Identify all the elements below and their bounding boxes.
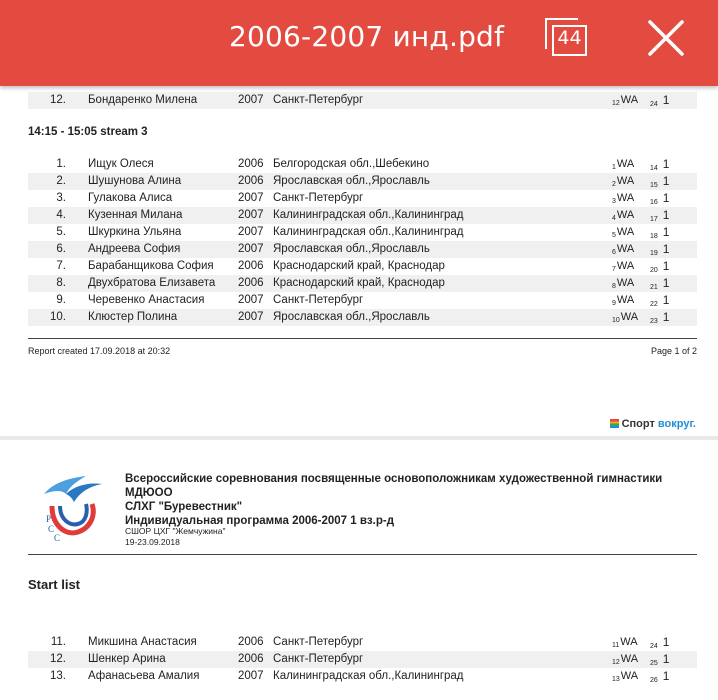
event-title: Всероссийские соревнования посвященные основоположникам художественной гимнастики МДЮОО — [125, 473, 663, 499]
pages-icon-edge — [545, 18, 578, 20]
wa-index: 9 — [612, 300, 616, 307]
birth-year: 2006 — [238, 260, 264, 272]
tail-cell — [650, 309, 669, 330]
tail-value: 1 — [662, 259, 670, 273]
tail-index: 15 — [650, 182, 658, 189]
row-number: 11. — [50, 636, 66, 648]
wa-label: WA — [616, 243, 635, 255]
athlete-name: Барабанщикова София — [88, 260, 214, 272]
wa-label: WA — [620, 311, 639, 323]
divider — [28, 554, 697, 555]
table-row — [28, 156, 697, 173]
brand-accent: вокруг. — [657, 418, 696, 430]
row-number: 13. — [50, 670, 66, 682]
birth-year: 2007 — [238, 209, 264, 221]
wa-label: WA — [616, 158, 635, 170]
wa-label: WA — [616, 175, 635, 187]
wa-index: 1 — [612, 164, 616, 171]
table-row — [28, 651, 697, 668]
table-row — [28, 258, 697, 275]
wa-label: WA — [616, 192, 635, 204]
tail-value: 1 — [662, 310, 670, 324]
birth-year: 2006 — [238, 158, 264, 170]
wa-label: WA — [620, 636, 638, 648]
wa-index: 6 — [612, 249, 616, 256]
birth-year: 2007 — [238, 294, 264, 306]
wa-index: 5 — [612, 232, 616, 239]
federation-logo — [40, 472, 104, 544]
tail-index: 14 — [650, 165, 658, 172]
event-program: Индивидуальная программа 2006-2007 1 вз.р-д — [125, 515, 394, 527]
wa-index: 13 — [612, 676, 620, 683]
athlete-city: Санкт-Петербург — [273, 192, 364, 204]
tail-cell — [650, 668, 669, 689]
wa-cell — [612, 668, 638, 688]
wa-label: WA — [616, 294, 635, 306]
tail-value: 1 — [662, 669, 670, 683]
athlete-city: Калининградская обл.,Калининград — [273, 670, 464, 682]
page-count: 44 — [557, 27, 582, 49]
row-number: 10. — [50, 311, 66, 323]
tail-index: 17 — [650, 216, 658, 223]
athlete-name: Клюстер Полина — [88, 311, 178, 323]
row-number: 12. — [50, 653, 66, 665]
birth-year: 2007 — [238, 670, 264, 682]
athlete-city: Санкт-Петербург — [273, 636, 364, 648]
athlete-city: Ярославская обл.,Ярославль — [273, 175, 430, 187]
athlete-name: Андреева София — [88, 243, 181, 255]
tail-value: 1 — [662, 208, 670, 222]
table-row — [28, 190, 697, 207]
athlete-city: Санкт-Петербург — [273, 94, 364, 106]
athlete-city: Ярославская обл.,Ярославль — [273, 243, 430, 255]
table-row — [28, 224, 697, 241]
row-number: 12. — [50, 94, 66, 106]
athlete-city: Краснодарский край, Краснодар — [273, 277, 445, 289]
pages-button[interactable] — [543, 16, 589, 58]
athlete-city: Калининградская обл.,Калининград — [273, 226, 464, 238]
athlete-name: Двухбратова Елизавета — [88, 277, 216, 289]
wa-label: WA — [620, 670, 639, 682]
birth-year: 2006 — [238, 175, 264, 187]
athlete-name: Гулакова Алиса — [88, 192, 173, 204]
logo-letter-1: Р — [46, 514, 52, 524]
table-row — [28, 292, 697, 309]
wa-label: WA — [616, 260, 635, 272]
file-title: 2006-2007 инд.pdf — [229, 20, 505, 53]
wa-label: WA — [616, 209, 635, 221]
row-number: 4. — [56, 209, 66, 221]
wa-index: 2 — [612, 181, 616, 188]
birth-year: 2006 — [238, 653, 264, 665]
wa-index: 4 — [612, 215, 616, 222]
wa-index: 12 — [612, 100, 620, 107]
birth-year: 2007 — [238, 226, 264, 238]
wa-index: 12 — [612, 659, 620, 666]
page-number: Page 1 of 2 — [650, 346, 697, 356]
viewer-toolbar — [0, 0, 718, 86]
birth-year: 2006 — [238, 277, 264, 289]
start-list-heading: Start list — [28, 577, 81, 592]
athlete-name: Шенкер Арина — [88, 653, 166, 665]
tail-index: 24 — [650, 643, 658, 650]
stream-heading: 14:15 - 15:05 stream 3 — [28, 126, 148, 138]
tail-index: 23 — [650, 318, 658, 325]
tail-index: 18 — [650, 233, 658, 240]
athlete-name: Афанасьева Амалия — [88, 670, 200, 682]
athlete-name: Шушунова Алина — [88, 175, 182, 187]
table-row — [28, 309, 697, 326]
wa-index: 3 — [612, 198, 616, 205]
birth-year: 2006 — [238, 636, 264, 648]
wa-index: 10 — [612, 317, 620, 324]
tail-index: 25 — [650, 660, 658, 667]
birth-year: 2007 — [238, 192, 264, 204]
logo-letter-3: С — [54, 533, 61, 543]
tail-value: 1 — [662, 174, 670, 188]
event-venue-block — [125, 526, 225, 548]
divider — [28, 338, 697, 339]
brand-logo — [610, 418, 696, 430]
table-row — [28, 92, 697, 109]
pages-icon — [545, 18, 547, 49]
athlete-name: Черевенко Анастасия — [88, 294, 205, 306]
birth-year: 2007 — [238, 243, 264, 255]
tail-value: 1 — [662, 635, 670, 649]
event-heading — [125, 472, 695, 528]
row-number: 1. — [56, 158, 66, 170]
wa-index: 8 — [612, 283, 616, 290]
athlete-name: Шкуркина Ульяна — [88, 226, 182, 238]
row-number: 9. — [56, 294, 66, 306]
athlete-city: Санкт-Петербург — [273, 294, 364, 306]
wa-cell — [612, 309, 638, 329]
wa-label: WA — [620, 653, 639, 665]
logo-letter-2: С — [48, 524, 55, 534]
report-created: Report created 17.09.2018 at 20:32 — [28, 346, 171, 356]
tail-index: 26 — [650, 677, 658, 684]
athlete-name: Кузенная Милана — [88, 209, 183, 221]
athlete-name: Бондаренко Милена — [88, 94, 198, 106]
tail-value: 1 — [662, 276, 670, 290]
tail-value: 1 — [662, 225, 670, 239]
tail-index: 24 — [650, 101, 658, 108]
athlete-city: Калининградская обл.,Калининград — [273, 209, 464, 221]
row-number: 2. — [56, 175, 66, 187]
athlete-city: Санкт-Петербург — [273, 653, 364, 665]
wa-label: WA — [616, 277, 635, 289]
tail-index: 19 — [650, 250, 658, 257]
athlete-city: Белгородская обл.,Шебекино — [273, 158, 430, 170]
athlete-city: Краснодарский край, Краснодар — [273, 260, 445, 272]
event-venue: СШОР ЦХГ "Жемчужина" — [125, 526, 226, 536]
wa-label: WA — [616, 226, 635, 238]
table-row — [28, 634, 697, 651]
tail-value: 1 — [662, 242, 670, 256]
wa-index: 11 — [612, 642, 620, 649]
birth-year: 2007 — [238, 94, 264, 106]
tail-index: 20 — [650, 267, 658, 274]
table-row — [28, 173, 697, 190]
wa-label: WA — [620, 94, 639, 106]
tail-index: 22 — [650, 301, 658, 308]
tail-cell — [650, 92, 669, 113]
wa-index: 7 — [612, 266, 616, 273]
table-row — [28, 275, 697, 292]
row-number: 5. — [56, 226, 66, 238]
tail-value: 1 — [662, 191, 670, 205]
row-number: 3. — [56, 192, 66, 204]
row-number: 8. — [56, 277, 66, 289]
wa-cell — [612, 92, 638, 112]
table-row — [28, 207, 697, 224]
athlete-city: Ярославская обл.,Ярославль — [273, 311, 430, 323]
close-icon[interactable] — [646, 18, 686, 58]
tail-index: 16 — [650, 199, 658, 206]
tail-value: 1 — [662, 93, 670, 107]
athlete-name: Микшина Анастасия — [88, 636, 197, 648]
row-number: 7. — [56, 260, 66, 272]
event-dates: 19-23.09.2018 — [125, 537, 180, 547]
brand-main: Спорт — [621, 418, 655, 430]
event-club: СЛХГ "Буревестник" — [125, 501, 243, 513]
tail-value: 1 — [662, 293, 670, 307]
row-number: 6. — [56, 243, 66, 255]
tail-value: 1 — [662, 157, 670, 171]
tail-value: 1 — [662, 652, 670, 666]
athlete-name: Ищук Олеся — [88, 158, 154, 170]
birth-year: 2007 — [238, 311, 264, 323]
tail-index: 21 — [650, 284, 658, 291]
table-row — [28, 668, 697, 685]
brand-icon — [610, 419, 619, 428]
table-row — [28, 241, 697, 258]
